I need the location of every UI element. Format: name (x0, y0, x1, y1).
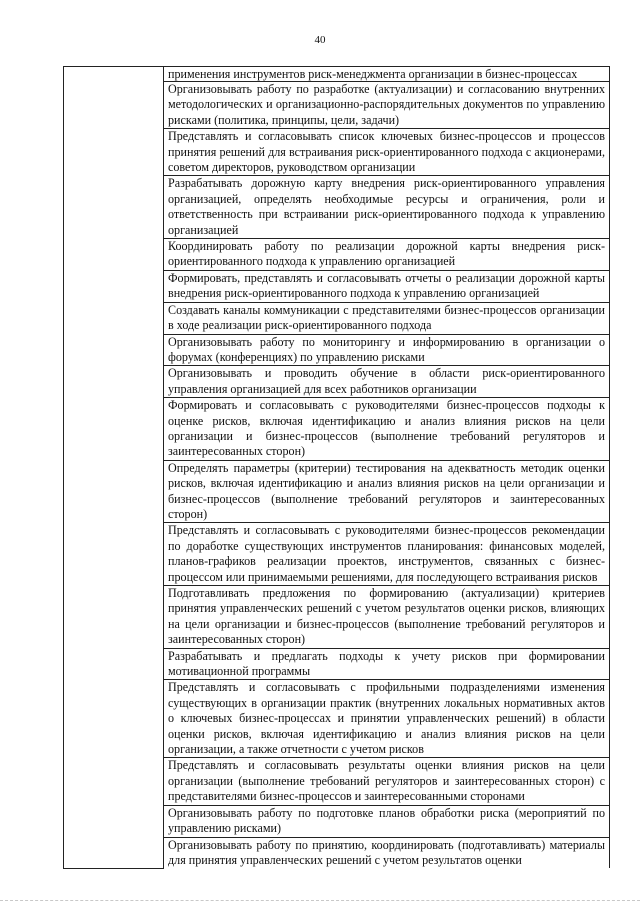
labor-functions-table (63, 66, 610, 869)
table-cell-text: Организовывать работу по принятию, координировать (подготавливать) материалы для принятия управленческих решений с учетом результатов оценки (164, 837, 610, 868)
table-cell-text: Организовывать и проводить обучение в области риск-ориентированного управления организацией для всех работников организации (164, 366, 610, 398)
table-row (64, 67, 610, 82)
scan-bottom-edge (0, 900, 640, 902)
table-cell-text: Представлять и согласовывать результаты оценки влияния рисков на цели организации (выполнение требований регуляторов и заинтересованных сторон) с представителями бизнес-процессов и заинтересованными сторонами (164, 758, 610, 805)
table-cell-text: Представлять и согласовывать с профильными подразделениями изменения существующих в организации практик (внутренних локальных нормативных актов о ключевых бизнес-процессах и принятии управленческих решений) в области оценки рисков, включая идентификацию и анализ влияния рисков на цели организации, а также отчетности с учетом рисков (164, 680, 610, 758)
table-cell-text: Разрабатывать и предлагать подходы к учету рисков при формировании мотивационной программы (164, 648, 610, 680)
table-cell-text: Формировать и согласовывать с руководителями бизнес-процессов подходы к оценке рисков, включая идентификацию и анализ влияния рисков на цели организации и бизнес-процессов (выполнение требований регуляторов и заинтересованных сторон) (164, 398, 610, 461)
table-cell-text: Представлять и согласовывать с руководителями бизнес-процессов рекомендации по доработке существующих инструментов планирования: финансовых моделей, планов-графиков реализации проектов, инструментов, связанных с бизнес-процессом или принимаемыми решениями, для последующего встраивания рисков (164, 523, 610, 586)
table-cell-text: Формировать, представлять и согласовывать отчеты о реализации дорожной карты внедрения риск-ориентированного подхода к управлению организацией (164, 270, 610, 302)
table-cell-text: Организовывать работу по подготовке планов обработки риска (мероприятий по управлению рисками) (164, 805, 610, 837)
table-cell-text: Создавать каналы коммуникации с представителями бизнес-процессов организации в ходе реализации риск-ориентированного подхода (164, 302, 610, 334)
table-cell-text: Определять параметры (критерии) тестирования на адекватность методик оценки рисков, включая идентификацию и анализ влияния рисков на цели организации и бизнес-процессов (выполнение требований регуляторов и заинтересованных сторон) (164, 460, 610, 523)
table-cell-text: Организовывать работу по разработке (актуализации) и согласованию внутренних методологических и организационно-распорядительных документов по управлению рисками (политика, принципы, цели, задачи) (164, 82, 610, 129)
table-cell-text: Разрабатывать дорожную карту внедрения риск-ориентированного управления организацией, определять необходимые ресурсы и ограничения, роли и ответственность при встраивании риск-ориентированного подхода к управлению организацией (164, 176, 610, 239)
table-cell-text: Подготавливать предложения по формированию (актуализации) критериев принятия управленческих решений с учетом результатов оценки рисков, влияющих на цели организации и бизнес-процессов (выполнение требований регуляторов и заинтересованных сторон) (164, 586, 610, 649)
page-number: 40 (314, 34, 326, 46)
table-cell-text: Представлять и согласовывать список ключевых бизнес-процессов и процессов принятия решений для встраивания риск-ориентированного подхода с акционерами, советом директоров, руководством организации (164, 129, 610, 176)
table-cell-text: применения инструментов риск-менеджмента организации в бизнес-процессах (164, 67, 610, 82)
table-cell-text: Координировать работу по реализации дорожной карты внедрения риск-ориентированного подхода к управлению организацией (164, 239, 610, 271)
empty-left-cell (64, 67, 164, 869)
table-cell-text: Организовывать работу по мониторингу и информированию в организации о форумах (конференциях) по управлению рисками (164, 334, 610, 366)
